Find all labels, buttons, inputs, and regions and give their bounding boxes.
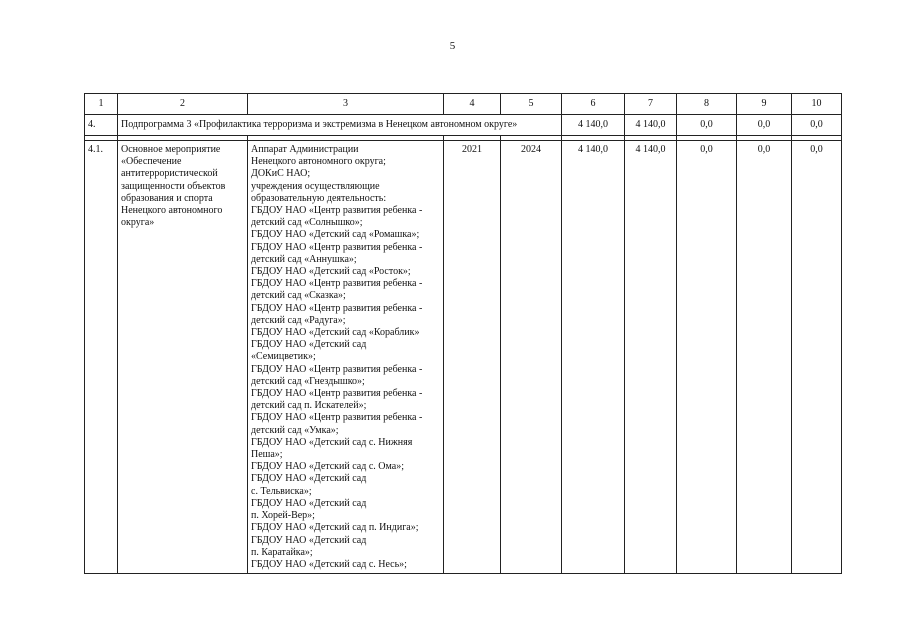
executor-line: ГБДОУ НАО «Центр развития ребенка - <box>251 363 423 375</box>
executors-cell <box>248 141 444 574</box>
executor-line: детский сад «Аннушка»; <box>251 253 357 265</box>
executor-line: детский сад «Солнышко»; <box>251 217 363 229</box>
executor-line: ГБДОУ НАО «Детский сад «Росток»; <box>251 266 411 278</box>
executor-line: детский сад п. Искателей»; <box>251 400 367 412</box>
executor-line: п. Хорей-Вер»; <box>251 510 315 522</box>
executor-line: учреждения осуществляющие <box>251 180 380 192</box>
executor-line: ГБДОУ НАО «Центр развития ребенка - <box>251 412 423 424</box>
executor-line: детский сад «Гнездышко»; <box>251 375 365 387</box>
executor-line: ГБДОУ НАО «Центр развития ребенка - <box>251 388 423 400</box>
executor-line: образовательную деятельность: <box>251 192 387 204</box>
header-cell: 10 <box>792 94 842 115</box>
header-cell: 7 <box>625 94 677 115</box>
executor-line: ГБДОУ НАО «Детский сад <box>251 497 367 509</box>
executor-line: ГБДОУ НАО «Центр развития ребенка - <box>251 302 423 314</box>
header-cell: 5 <box>501 94 562 115</box>
header-cell: 1 <box>85 94 118 115</box>
value-cell: 4 140,0 <box>625 115 677 136</box>
value-cell: 4 140,0 <box>562 141 625 574</box>
executor-line: ГБДОУ НАО «Детский сад «Ромашка»; <box>251 229 420 241</box>
activity-name: Основное мероприятие «Обеспечение антитеррористической защищенности объектов образования и спорта Ненецкого автономного округа» <box>118 141 248 574</box>
executor-line: ДОКиС НАО; <box>251 168 311 180</box>
value-cell: 4 140,0 <box>625 141 677 574</box>
value-cell: 0,0 <box>792 141 842 574</box>
executor-line: детский сад «Умка»; <box>251 424 339 436</box>
year-end: 2024 <box>501 141 562 574</box>
executor-line: детский сад «Радуга»; <box>251 314 346 326</box>
executor-line: ГБДОУ НАО «Детский сад с. Нижняя <box>251 436 413 448</box>
program-table <box>84 93 842 574</box>
value-cell: 0,0 <box>677 115 737 136</box>
value-cell: 0,0 <box>737 115 792 136</box>
executor-line: ГБДОУ НАО «Центр развития ребенка - <box>251 278 423 290</box>
header-cell: 3 <box>248 94 444 115</box>
executor-line: ГБДОУ НАО «Детский сад п. Индига»; <box>251 522 419 534</box>
value-cell: 0,0 <box>792 115 842 136</box>
row-number: 4. <box>85 115 118 136</box>
executor-line: ГБДОУ НАО «Детский сад <box>251 473 367 485</box>
value-cell: 0,0 <box>737 141 792 574</box>
header-cell: 8 <box>677 94 737 115</box>
executor-line: п. Каратайка»; <box>251 546 313 558</box>
value-cell: 4 140,0 <box>562 115 625 136</box>
executor-line: ГБДОУ НАО «Центр развития ребенка - <box>251 241 423 253</box>
table-header-row <box>85 94 842 115</box>
subprogram-row <box>85 115 842 136</box>
executors-list <box>251 144 440 571</box>
year-start: 2021 <box>444 141 501 574</box>
executor-line: ГБДОУ НАО «Центр развития ребенка - <box>251 205 423 217</box>
header-cell: 6 <box>562 94 625 115</box>
subprogram-title: Подпрограмма 3 «Профилактика терроризма и экстремизма в Ненецком автономном округе» <box>118 115 562 136</box>
value-cell: 0,0 <box>677 141 737 574</box>
header-cell: 4 <box>444 94 501 115</box>
executor-line: Пеша»; <box>251 449 283 461</box>
header-cell: 9 <box>737 94 792 115</box>
executor-line: с. Тельвиска»; <box>251 485 312 497</box>
executor-line: Ненецкого автономного округа; <box>251 156 386 168</box>
executor-line: ГБДОУ НАО «Детский сад <box>251 534 367 546</box>
executor-line: ГБДОУ НАО «Детский сад «Кораблик» <box>251 327 420 339</box>
executor-line: детский сад «Сказка»; <box>251 290 346 302</box>
executor-line: ГБДОУ НАО «Детский сад <box>251 339 367 351</box>
page-number: 5 <box>449 40 456 52</box>
header-cell: 2 <box>118 94 248 115</box>
activity-row <box>85 141 842 574</box>
row-number: 4.1. <box>85 141 118 574</box>
executor-line: «Семицветик»; <box>251 351 316 363</box>
executor-line: ГБДОУ НАО «Детский сад с. Ома»; <box>251 461 404 473</box>
executor-line: ГБДОУ НАО «Детский сад с. Несь»; <box>251 558 407 570</box>
executor-line: Аппарат Администрации <box>251 144 359 155</box>
